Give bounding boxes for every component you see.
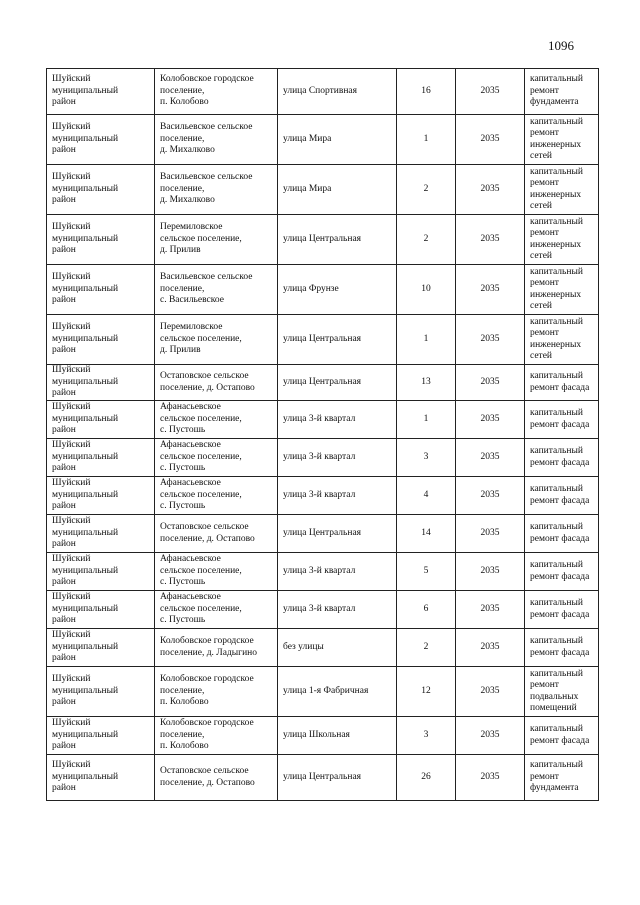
street-cell: улица Центральная	[278, 365, 397, 401]
year-cell: 2035	[456, 629, 525, 667]
table-row	[47, 591, 599, 629]
settlement-cell: Колобовское городское поселение, д. Ладыгино	[155, 629, 278, 667]
year-cell: 2035	[456, 401, 525, 439]
year-cell: 2035	[456, 755, 525, 801]
settlement-cell: Колобовское городское поселение, п. Колобово	[155, 667, 278, 717]
work-type-cell: капитальный ремонт инженерных сетей	[525, 115, 599, 165]
table-row	[47, 553, 599, 591]
settlement-cell: Колобовское городское поселение, п. Колобово	[155, 69, 278, 115]
settlement-cell: Остаповское сельское поселение, д. Остапово	[155, 755, 278, 801]
settlement-cell: Остаповское сельское поселение, д. Остапово	[155, 515, 278, 553]
street-cell: улица Мира	[278, 115, 397, 165]
work-type-cell: капитальный ремонт фасада	[525, 515, 599, 553]
work-type-cell: капитальный ремонт подвальных помещений	[525, 667, 599, 717]
table-row	[47, 215, 599, 265]
district-cell: Шуйский муниципальный район	[47, 115, 155, 165]
district-cell: Шуйский муниципальный район	[47, 629, 155, 667]
year-cell: 2035	[456, 477, 525, 515]
house-number-cell: 6	[397, 591, 456, 629]
work-type-cell: капитальный ремонт инженерных сетей	[525, 165, 599, 215]
district-cell: Шуйский муниципальный район	[47, 401, 155, 439]
table-row	[47, 629, 599, 667]
table-row	[47, 115, 599, 165]
table-row	[47, 315, 599, 365]
house-number-cell: 3	[397, 717, 456, 755]
work-type-cell: капитальный ремонт фасада	[525, 401, 599, 439]
street-cell: улица Спортивная	[278, 69, 397, 115]
settlement-cell: Колобовское городское поселение, п. Колобово	[155, 717, 278, 755]
street-cell: улица 3-й квартал	[278, 439, 397, 477]
year-cell: 2035	[456, 515, 525, 553]
street-cell: улица Центральная	[278, 215, 397, 265]
work-type-cell: капитальный ремонт фасада	[525, 439, 599, 477]
work-type-cell: капитальный ремонт фасада	[525, 553, 599, 591]
house-number-cell: 26	[397, 755, 456, 801]
settlement-cell: Афанасьевское сельское поселение, с. Пустошь	[155, 439, 278, 477]
street-cell: улица Школьная	[278, 717, 397, 755]
year-cell: 2035	[456, 215, 525, 265]
district-cell: Шуйский муниципальный район	[47, 553, 155, 591]
settlement-cell: Васильевское сельское поселение, д. Михалково	[155, 115, 278, 165]
settlement-cell: Остаповское сельское поселение, д. Остапово	[155, 365, 278, 401]
district-cell: Шуйский муниципальный район	[47, 755, 155, 801]
work-type-cell: капитальный ремонт фасада	[525, 629, 599, 667]
house-number-cell: 4	[397, 477, 456, 515]
house-number-cell: 14	[397, 515, 456, 553]
year-cell: 2035	[456, 315, 525, 365]
table-row	[47, 165, 599, 215]
street-cell: улица 3-й квартал	[278, 591, 397, 629]
table-row	[47, 69, 599, 115]
year-cell: 2035	[456, 115, 525, 165]
work-type-cell: капитальный ремонт фасада	[525, 365, 599, 401]
housing-repair-table	[46, 68, 599, 801]
house-number-cell: 1	[397, 401, 456, 439]
street-cell: без улицы	[278, 629, 397, 667]
year-cell: 2035	[456, 667, 525, 717]
house-number-cell: 3	[397, 439, 456, 477]
settlement-cell: Перемиловское сельское поселение, д. Прилив	[155, 215, 278, 265]
house-number-cell: 2	[397, 215, 456, 265]
year-cell: 2035	[456, 591, 525, 629]
work-type-cell: капитальный ремонт инженерных сетей	[525, 215, 599, 265]
house-number-cell: 10	[397, 265, 456, 315]
district-cell: Шуйский муниципальный район	[47, 265, 155, 315]
table-row	[47, 439, 599, 477]
street-cell: улица 3-й квартал	[278, 401, 397, 439]
street-cell: улица 3-й квартал	[278, 477, 397, 515]
settlement-cell: Афанасьевское сельское поселение, с. Пустошь	[155, 591, 278, 629]
work-type-cell: капитальный ремонт фундамента	[525, 755, 599, 801]
page-number: 1096	[548, 38, 574, 53]
district-cell: Шуйский муниципальный район	[47, 215, 155, 265]
year-cell: 2035	[456, 365, 525, 401]
district-cell: Шуйский муниципальный район	[47, 439, 155, 477]
table-row	[47, 365, 599, 401]
street-cell: улица Центральная	[278, 315, 397, 365]
settlement-cell: Васильевское сельское поселение, д. Михалково	[155, 165, 278, 215]
district-cell: Шуйский муниципальный район	[47, 69, 155, 115]
house-number-cell: 13	[397, 365, 456, 401]
district-cell: Шуйский муниципальный район	[47, 315, 155, 365]
street-cell: улица Центральная	[278, 515, 397, 553]
work-type-cell: капитальный ремонт инженерных сетей	[525, 315, 599, 365]
street-cell: улица 3-й квартал	[278, 553, 397, 591]
settlement-cell: Васильевское сельское поселение, с. Васильевское	[155, 265, 278, 315]
house-number-cell: 2	[397, 629, 456, 667]
district-cell: Шуйский муниципальный район	[47, 667, 155, 717]
district-cell: Шуйский муниципальный район	[47, 515, 155, 553]
house-number-cell: 16	[397, 69, 456, 115]
street-cell: улица Мира	[278, 165, 397, 215]
settlement-cell: Афанасьевское сельское поселение, с. Пустошь	[155, 401, 278, 439]
work-type-cell: капитальный ремонт фундамента	[525, 69, 599, 115]
year-cell: 2035	[456, 553, 525, 591]
table-row	[47, 755, 599, 801]
house-number-cell: 1	[397, 315, 456, 365]
table-row	[47, 515, 599, 553]
table-row	[47, 401, 599, 439]
table-body	[47, 69, 599, 801]
year-cell: 2035	[456, 265, 525, 315]
year-cell: 2035	[456, 717, 525, 755]
house-number-cell: 5	[397, 553, 456, 591]
district-cell: Шуйский муниципальный район	[47, 591, 155, 629]
settlement-cell: Афанасьевское сельское поселение, с. Пустошь	[155, 553, 278, 591]
table-row	[47, 265, 599, 315]
year-cell: 2035	[456, 69, 525, 115]
street-cell: улица Фрунзе	[278, 265, 397, 315]
house-number-cell: 2	[397, 165, 456, 215]
house-number-cell: 1	[397, 115, 456, 165]
district-cell: Шуйский муниципальный район	[47, 165, 155, 215]
table-row	[47, 667, 599, 717]
district-cell: Шуйский муниципальный район	[47, 717, 155, 755]
table-row	[47, 717, 599, 755]
year-cell: 2035	[456, 439, 525, 477]
house-number-cell: 12	[397, 667, 456, 717]
settlement-cell: Афанасьевское сельское поселение, с. Пустошь	[155, 477, 278, 515]
work-type-cell: капитальный ремонт инженерных сетей	[525, 265, 599, 315]
work-type-cell: капитальный ремонт фасада	[525, 591, 599, 629]
street-cell: улица Центральная	[278, 755, 397, 801]
district-cell: Шуйский муниципальный район	[47, 365, 155, 401]
work-type-cell: капитальный ремонт фасада	[525, 477, 599, 515]
settlement-cell: Перемиловское сельское поселение, д. Прилив	[155, 315, 278, 365]
table-row	[47, 477, 599, 515]
street-cell: улица 1-я Фабричная	[278, 667, 397, 717]
district-cell: Шуйский муниципальный район	[47, 477, 155, 515]
year-cell: 2035	[456, 165, 525, 215]
work-type-cell: капитальный ремонт фасада	[525, 717, 599, 755]
